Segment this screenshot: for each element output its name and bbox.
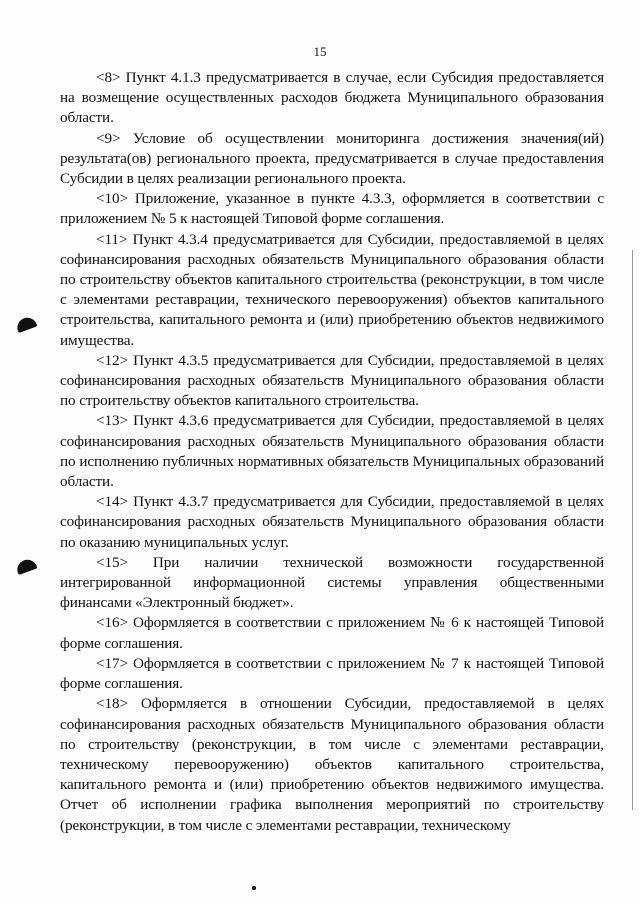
footnote-17: <17> Оформляется в соответствии с приложением № 7 к настоящей Типовой форме соглашения.	[60, 654, 604, 693]
scan-mark-top	[15, 315, 38, 333]
footnote-13: <13> Пункт 4.3.6 предусматривается для Субсидии, предоставляемой в целях софинансирования расходных обязательств Муниципального образования области по исполнению публичных нормативных обязательств Муниципальных образований области.	[60, 412, 604, 491]
footnote-16: <16> Оформляется в соответствии с приложением № 6 к настоящей Типовой форме соглашения.	[60, 614, 604, 652]
footnote-15: <15> При наличии технической возможности государственной интегрированной информационной системы управления общественными финансами «Электронный бюджет».	[60, 553, 604, 612]
document-body	[60, 68, 604, 836]
footnote-10: <10> Приложение, указанное в пункте 4.3.3, оформляется в соответствии с приложением № 5 к настоящей Типовой форме соглашения.	[60, 190, 604, 228]
footnote-9: <9> Условие об осуществлении мониторинга достижения значения(ий) результата(ов) регионального проекта, предусматривается в случае предоставления Субсидии в целях реализации регионального проекта.	[60, 129, 604, 188]
footnote-12: <12> Пункт 4.3.5 предусматривается для Субсидии, предоставляемой в целях софинансирования расходных обязательств Муниципального образования области по строительству объектов капитального строительства.	[60, 351, 604, 410]
scan-dot	[252, 886, 256, 890]
footnote-14: <14> Пункт 4.3.7 предусматривается для Субсидии, предоставляемой в целях софинансирования расходных обязательств Муниципального образования области по оказанию муниципальных услуг.	[60, 493, 604, 551]
footnote-11: <11> Пункт 4.3.4 предусматривается для Субсидии, предоставляемой в целях софинансирования расходных обязательств Муниципального образования области по строительству объектов капитального строительства (реконструкции, в том числе с элементами реставрации, технического перевооружения) объектов капитального строительства, капитального ремонта и (или) приобретению объектов недвижимого имущества.	[60, 230, 604, 349]
footnote-18: <18> Оформляется в отношении Субсидии, предоставляемой в целях софинансирования расходных обязательств Муниципального образования области по строительству (реконструкции, в том числе с элементами реставрации, техническому перевооружению) объектов капитального строительства, капитального ремонта и (или) приобретению объектов недвижимого имущества. Отчет об исполнении графика выполнения мероприятий по строительству (реконструкции, в том числе с элементами реставрации, техническому	[60, 695, 604, 834]
page-number: 15	[313, 44, 327, 59]
footnote-8: <8> Пункт 4.1.3 предусматривается в случае, если Субсидия предоставляется на возмещение осуществленных расходов бюджета Муниципального образования области.	[60, 69, 604, 127]
scan-edge-line	[632, 250, 633, 810]
scan-mark-bottom	[15, 557, 38, 575]
